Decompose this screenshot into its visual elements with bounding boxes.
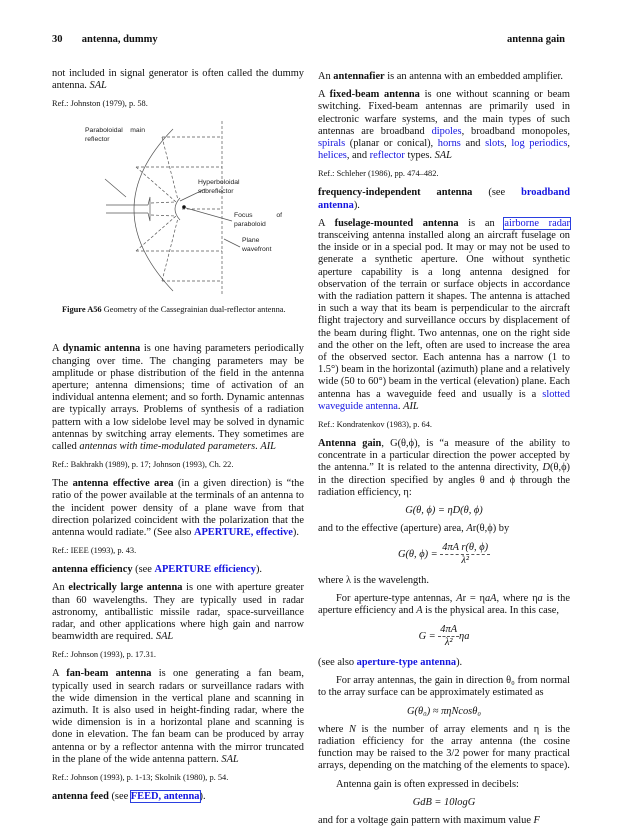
text: The: [52, 478, 73, 490]
cross-reference-link[interactable]: dipoles: [431, 125, 462, 137]
paragraph: [52, 791, 304, 803]
text: is the number of array elements and η is the radiation efficiency for the array antenna (the cosine function may be raised to the 3/2 power for many practical arrays, depending on the matching of the elements to space).: [318, 723, 571, 772]
term: fan-beam antenna: [66, 668, 152, 680]
equation-lhs: G =: [418, 630, 439, 642]
cross-reference-link[interactable]: APERTURE, effective: [193, 527, 293, 539]
term: Antenna gain: [318, 438, 382, 450]
text: r = η: [462, 593, 485, 605]
text: A: [456, 593, 463, 605]
text: where λ is the wavelength.: [318, 574, 429, 586]
label-focus: Focus of paraboloid: [234, 212, 282, 228]
paragraph: [52, 478, 304, 539]
paragraph: [318, 218, 570, 413]
reference: [318, 168, 570, 179]
text: , G(θ,ϕ), is “a measure of the ability to concentrate in a particular direction the power accepted by the antenna.” It is related to the antenna directivity,: [318, 438, 570, 474]
term: antenna feed: [52, 791, 109, 803]
cross-reference-link[interactable]: horns: [437, 138, 461, 150]
left-column: [52, 68, 304, 809]
text: a: [537, 593, 543, 605]
paragraph: [318, 71, 570, 83]
text: SAL: [155, 631, 174, 643]
text: (θ,ϕ) in the direction specified by angles θ and ϕ through the radiation efficiency, η:: [318, 462, 570, 498]
equation: [318, 505, 570, 517]
text: .: [255, 441, 261, 453]
cross-reference-link[interactable]: log periodics: [511, 138, 568, 150]
term: fuselage-mounted antenna: [334, 217, 459, 229]
right-column: [318, 71, 570, 833]
text: (in a given direction) is “the ratio of the power available at the terminals of an antenna to the incident power density of a plane wave from that direction polarized coincident with the polarization that the antenna would radiate.” (See also: [52, 478, 304, 539]
equation: [318, 797, 570, 809]
text: SAL: [89, 80, 107, 92]
term: antennafier: [333, 71, 385, 82]
text: Ref.: IEEE (1993), p. 43.: [52, 546, 137, 556]
text: GdB = 10logG: [412, 796, 476, 808]
text: is one having parameters periodically changing over time. The changing parameters may be amplitude or phase distribution of the field in the antenna aperture; antenna dimensions; time of activation of an individual antenna element; and so forth. Dynamic antennas are typically arrays. Problems of synthesis of a radiation pattern with a low sidelobe level may be solved in dynamic antennas by switching array elements. They sometimes are called: [52, 343, 305, 453]
paragraph: [318, 675, 570, 699]
reference: [52, 772, 304, 783]
fraction: [438, 624, 459, 649]
text: N: [348, 723, 356, 735]
reference: [52, 98, 304, 109]
text: a: [484, 593, 491, 605]
paragraph: [52, 564, 304, 576]
text: G(θ₀) ≈ πηNcosθ₀: [407, 705, 481, 717]
fraction-numerator: 4πA r(θ, ϕ): [440, 542, 490, 555]
text: types.: [404, 150, 435, 162]
paragraph: [318, 523, 570, 535]
paragraph: [52, 582, 304, 643]
text: Ref.: Kondratenkov (1983), p. 64.: [318, 420, 432, 430]
text: ).: [255, 564, 263, 576]
running-title-right: antenna gain: [506, 34, 565, 45]
text: A: [318, 89, 330, 101]
term: dynamic antenna: [62, 343, 141, 355]
term: fixed-beam antenna: [329, 89, 420, 101]
text: For array antennas, the gain in direction θ₀ from normal to the array surface can be approximately estimated as: [318, 675, 570, 699]
text: Geometry of the Cassegrainian dual-reflector antenna.: [103, 305, 286, 315]
paragraph: [318, 187, 570, 211]
cross-reference-link[interactable]: airborne radar: [504, 217, 570, 229]
text: is an: [458, 217, 505, 229]
equation: [318, 542, 570, 567]
text: is one generating a fan beam, typically used in search radars or surveillance radars with the wide dimension in the vertical plane and scanning in azimuth. It is also used in height-finding radar, where the wide dimension is in a horizontal plane and scanning is done in elevation. The fan beam can be produced by array antenna or by a reflector antenna with the mirror truncated in the plane of the wide antenna pattern.: [52, 668, 304, 765]
cross-reference-link[interactable]: slotted waveguide antenna: [318, 388, 570, 412]
equation-rhs: ηa: [459, 630, 470, 642]
text: is an antenna with an embedded amplifier.: [384, 71, 563, 82]
text: F: [533, 814, 540, 826]
reference: [318, 419, 570, 430]
term: frequency-independent antenna: [318, 187, 473, 199]
text: AIL: [403, 400, 419, 412]
paragraph: [52, 668, 304, 766]
text: not included in signal generator is often called the dummy antenna.: [52, 68, 304, 92]
text: Ref.: Johnston (1979), p. 58.: [52, 99, 148, 109]
text: (planar or conical),: [345, 138, 438, 150]
text: SAL: [434, 150, 452, 162]
text: is one with aperture greater than 60 wavelengths. They are typically used in radar astronomy, antiballistic missile radar, space-surveillance radar, and other applications where high gain and narrow beamwidth are required.: [52, 582, 305, 643]
fraction-numerator: 4πA: [438, 624, 459, 637]
fraction: [440, 542, 490, 567]
cross-reference-link[interactable]: APERTURE efficiency: [154, 564, 256, 576]
text: ).: [353, 199, 360, 211]
text: ).: [456, 656, 463, 668]
equation: [318, 706, 570, 718]
text: A: [52, 668, 67, 680]
text: and for a voltage gain pattern with maximum value: [318, 814, 534, 826]
text: , and: [346, 150, 370, 162]
text: SAL: [221, 753, 239, 765]
text: A: [52, 343, 63, 355]
cross-reference-link[interactable]: aperture-type antenna: [356, 656, 457, 668]
text: transceiving antenna installed along an aircraft fuselage on the inside or in a special pod. It may or may not be used to generate a synthetic aperture. One without synthetic aperture capability is a long antenna designed for observation of the terrain or surface objects in accordance with the radiation pattern it shapes. The antenna is attached in such a way that its beam is perpendicular to the aircraft flight trajectory and surveillance occurs by displacement of the beam during flight. Two antennas, one on the right side and the other on the left, often are used to increase the area of the observed sector. Each antenna has a narrow (1 to 1.5°) beam in the horizontal (azimuth) plane and a relatively wide (50 to 60°) beam in the vertical (elevation) plane. Each antenna has a waveguide feed and usually is a: [318, 230, 570, 400]
text: (see also: [318, 656, 357, 668]
text: Ref.: Johnson (1993), p. 17.31.: [52, 650, 156, 660]
text: A: [318, 217, 335, 229]
cross-reference-link[interactable]: FEED, antenna: [130, 791, 200, 803]
label-wavefront: Plane wavefront: [242, 237, 272, 253]
cross-reference-link[interactable]: broadband antenna: [318, 187, 570, 211]
paragraph: [318, 89, 570, 162]
text: An: [318, 71, 334, 82]
text: A: [416, 605, 423, 617]
fraction-denominator: λ²: [444, 636, 453, 648]
cross-reference-link[interactable]: spirals: [318, 138, 346, 150]
text: A: [490, 593, 497, 605]
text: (see: [132, 564, 155, 576]
text: Antenna gain is often expressed in decibels:: [336, 778, 519, 790]
text: Ref.: Johnson (1993), p. 1-13; Skolnik (1980), p. 54.: [52, 773, 229, 783]
text: .: [397, 400, 404, 412]
reference: [52, 649, 304, 660]
text: (see: [472, 187, 522, 199]
text: antennas with time-modulated parameters: [79, 441, 256, 453]
term: antenna effective area: [72, 478, 174, 490]
paragraph: [318, 438, 570, 499]
label-main-reflector: Paraboloidal main reflector: [85, 127, 145, 143]
figure-cassegrain: [52, 117, 304, 295]
running-title-left: antenna, dummy: [81, 34, 158, 45]
cross-reference-link[interactable]: helices: [318, 150, 347, 162]
text: is one without scanning or beam switching. Fixed-beam antennas are primarily used in electronic warfare systems, and the main types of such antennas are broadband: [318, 89, 571, 137]
text: is the physical area. In this case,: [422, 605, 560, 617]
text: ).: [292, 527, 299, 539]
figure-caption: [62, 305, 304, 315]
paragraph: [318, 657, 570, 669]
text: For aperture-type antennas,: [336, 593, 457, 605]
reference: [52, 459, 304, 470]
text: An: [52, 582, 69, 594]
term: Figure A56: [62, 305, 104, 315]
main-reflector: [134, 129, 173, 291]
text: G(θ, ϕ) = ηD(θ, ϕ): [405, 505, 483, 517]
label-subreflector: Hyperboloidal subreflector: [198, 179, 240, 195]
text: D: [542, 462, 551, 474]
text: A: [466, 523, 473, 535]
text: (see: [108, 791, 131, 803]
text: ).: [199, 791, 206, 803]
text: Ref.: Bakhrakh (1989), p. 17; Johnson (1993), Ch. 22.: [52, 460, 234, 470]
text: ,: [567, 138, 570, 150]
reference: [52, 545, 304, 556]
subreflector: [175, 198, 180, 220]
text: , where η: [496, 593, 538, 605]
text: ,: [504, 138, 512, 150]
text: and to the effective (aperture) area,: [318, 523, 467, 535]
text: , broadband monopoles,: [461, 125, 571, 137]
paragraph: [318, 815, 570, 827]
feed-horn: [148, 197, 150, 221]
fraction-denominator: λ²: [461, 554, 469, 566]
paragraph: [52, 343, 304, 453]
paragraph: [52, 68, 304, 92]
paragraph: [318, 593, 570, 617]
equation: [318, 624, 570, 649]
text: and: [460, 138, 486, 150]
term: electrically large antenna: [68, 582, 183, 594]
paragraph: [318, 575, 570, 587]
equation-lhs: G(θ, ϕ) =: [397, 548, 441, 560]
text: AIL: [260, 441, 276, 453]
cross-reference-link[interactable]: reflector: [369, 150, 405, 162]
text: is the aperture efficiency and: [318, 593, 570, 617]
page-header-left: [52, 34, 158, 45]
page-number: 30: [52, 34, 63, 45]
term: antenna efficiency: [52, 564, 133, 576]
cross-reference-link[interactable]: slots: [485, 138, 505, 150]
text: where: [318, 723, 349, 735]
text: Ref.: Schleher (1986), pp. 474–482.: [318, 169, 439, 179]
text: r(θ,ϕ) by: [472, 523, 510, 535]
paragraph: [318, 779, 570, 791]
paragraph: [318, 724, 570, 773]
focus-point: [182, 206, 186, 210]
